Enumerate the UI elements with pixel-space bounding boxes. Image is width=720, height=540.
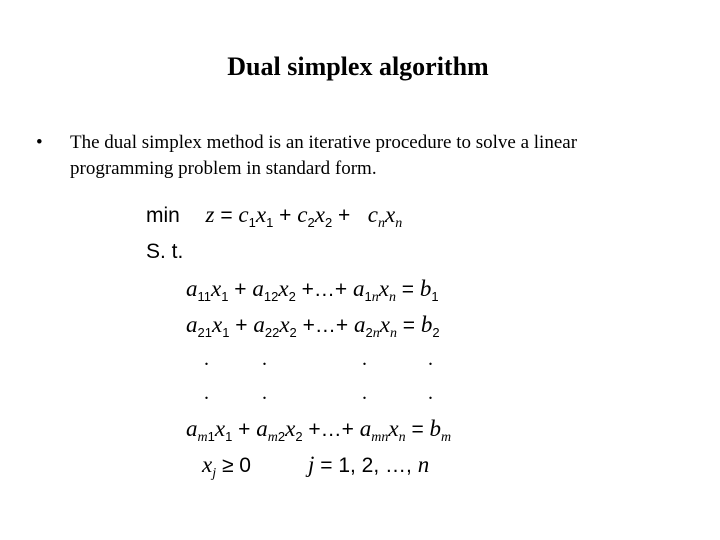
objective-keyword: min: [146, 204, 180, 227]
objective-expression: $z = c_1x_1 + c_2x_2 + c_nx_n$: [205, 202, 403, 231]
bullet-marker: •: [36, 132, 43, 153]
objective-line: [146, 202, 402, 232]
dot: .: [362, 382, 367, 404]
dot: .: [362, 348, 367, 370]
dot: .: [428, 348, 433, 370]
slide-title: Dual simplex algorithm: [227, 52, 489, 81]
nonnegativity-constraint: $x_j \ge 0$: [202, 452, 251, 481]
dot: .: [428, 382, 433, 404]
dot: .: [204, 382, 209, 404]
index-range: j = 1, 2, …, n: [308, 452, 430, 477]
dot: .: [262, 348, 267, 370]
constraint-row-m: $a_{m1}x_1 + a_{m2}x_2$ +…+ $a_{mn}x_n = b_m$: [186, 416, 452, 445]
constraint-row-1: $a_{11}x_1 + a_{12}x_2$ +…+ $a_{1n}x_n = b_1$: [186, 276, 439, 305]
dot: .: [204, 348, 209, 370]
dot: .: [262, 382, 267, 404]
constraint-keyword: S. t.: [146, 240, 184, 263]
constraint-row-2: $a_{21}x_1 + a_{22}x_2$ +…+ $a_{2n}x_n = b_2$: [186, 312, 440, 341]
bullet-text: The dual simplex method is an iterative procedure to solve a linear programming problem in standard form.: [70, 132, 578, 179]
